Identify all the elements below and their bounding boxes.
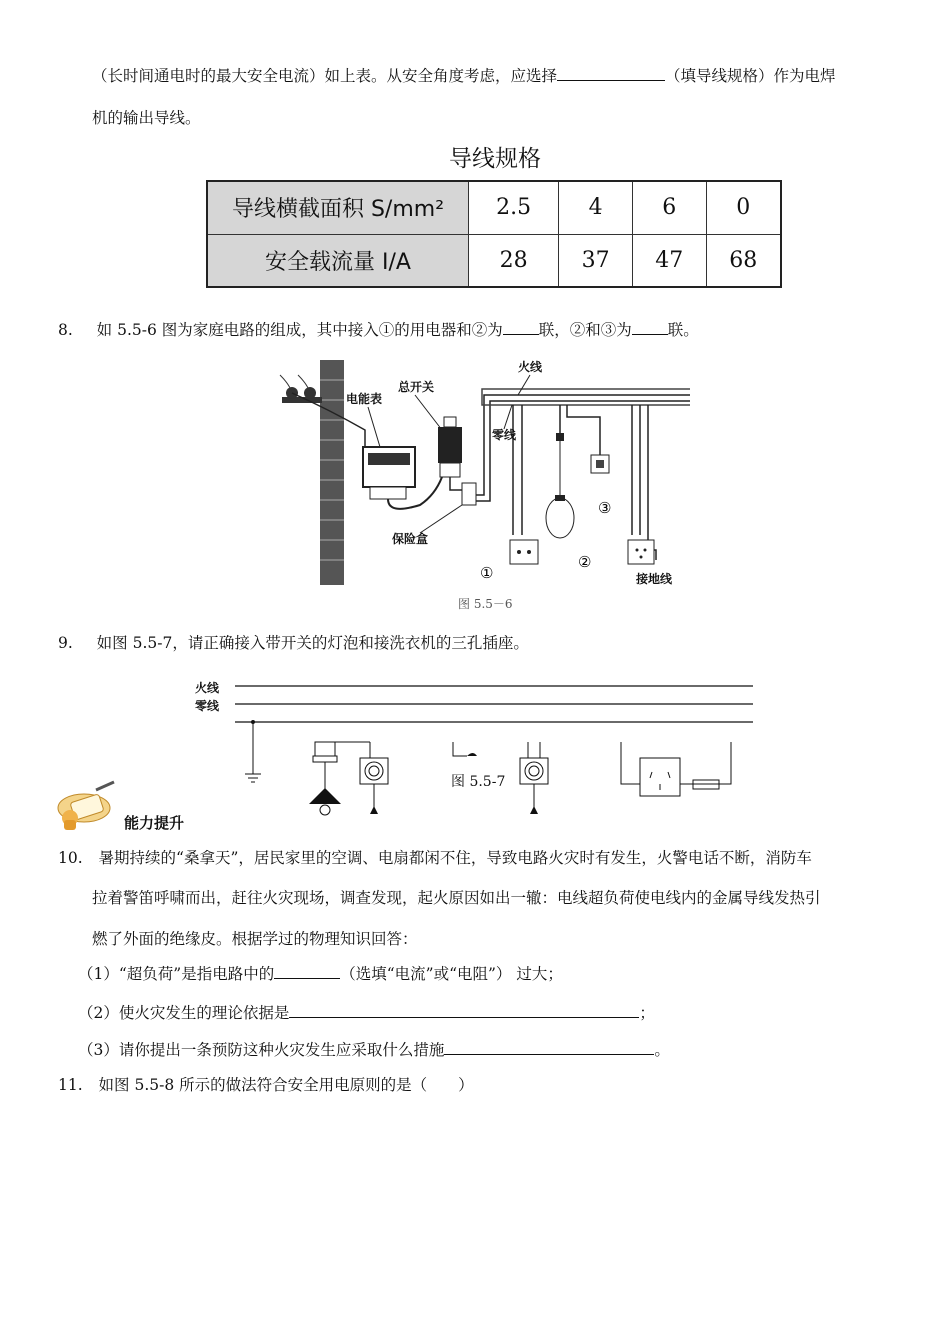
table-cell: 47 <box>632 234 706 287</box>
question-9 <box>58 631 529 653</box>
label-neutral-wire: 零线 <box>492 428 517 442</box>
bulb-icon <box>546 498 574 538</box>
q10-sub1-a: （1）“超负荷”是指电路中的 <box>78 965 275 983</box>
question-number: 10. <box>58 849 83 867</box>
insulator-icon <box>280 375 322 403</box>
figure-caption: 图 5.5－6 <box>458 597 513 611</box>
label-main-switch: 总开关 <box>398 380 435 394</box>
intro-line-2: 机的输出导线。 <box>92 109 201 127</box>
table-cell: 0 <box>706 181 781 234</box>
q10-sub-2 <box>78 1001 655 1023</box>
question-11 <box>58 1073 474 1095</box>
table-cell: 4 <box>559 181 633 234</box>
table-cell: 2.5 <box>469 181 559 234</box>
q10-sub-3 <box>78 1038 670 1060</box>
table-cell: 28 <box>469 234 559 287</box>
table-row <box>207 181 781 234</box>
main-switch-icon <box>438 417 462 477</box>
table-cell: 6 <box>632 181 706 234</box>
q8-text-b: 联，②和③为 <box>538 321 632 339</box>
answer-blank[interactable] <box>289 1003 639 1018</box>
figure-caption: 图 5.5-7 <box>451 774 506 790</box>
row-header-current: 安全载流量 I/A <box>207 234 469 287</box>
question-10 <box>58 846 812 868</box>
ceiling-lamp-icon <box>309 742 341 815</box>
wire-spec-table <box>206 180 782 288</box>
answer-blank[interactable] <box>557 66 665 81</box>
fuse-icon <box>693 780 719 789</box>
question-number: 11. <box>58 1076 83 1094</box>
brick-wall <box>320 360 344 585</box>
row-header-area: 导线横截面积 S/mm² <box>207 181 469 234</box>
q8-text-c: 联。 <box>667 321 699 339</box>
intro-text-a: （长时间通电时的最大安全电流）如上表。从安全角度考虑，应选择 <box>92 67 558 85</box>
wiring-exercise-figure <box>195 672 765 822</box>
answer-blank[interactable] <box>503 320 539 335</box>
table-title: 导线规格 <box>449 146 541 172</box>
q10-line-1: 暑期持续的“桑拿天”，居民家里的空调、电扇都闲不住，导致电路火灾时有发生，火警电话不断，消防车 <box>98 849 812 867</box>
q10-sub2-a: （2）使火灾发生的理论依据是 <box>78 1004 290 1022</box>
pull-switch-icon <box>520 742 548 814</box>
q11-text: 如图 5.5-8 所示的做法符合安全用电原则的是（ ） <box>98 1076 474 1094</box>
q10-line-2: 拉着警笛呼啸而出，赶往火灾现场，调查发现，起火原因如出一辙：电线超负荷使电线内的金属导线发热引 <box>92 889 821 907</box>
label-live-wire: 火线 <box>518 360 543 374</box>
marker-3: ③ <box>598 499 612 517</box>
q10-sub3-b: 。 <box>654 1041 670 1059</box>
answer-blank[interactable] <box>444 1040 654 1055</box>
question-number: 9. <box>58 634 73 652</box>
label-neutral-wire: 零线 <box>195 699 220 713</box>
table-row <box>207 234 781 287</box>
socket-1-icon <box>510 540 538 564</box>
pull-switch-icon <box>360 758 388 814</box>
answer-blank[interactable] <box>274 964 340 979</box>
label-fuse-box: 保险盒 <box>392 532 429 546</box>
q10-sub2-b: ； <box>639 1004 655 1022</box>
answer-blank[interactable] <box>632 320 668 335</box>
label-ground-wire: 接地线 <box>636 572 673 586</box>
fuse-box-icon <box>462 483 476 505</box>
q10-sub1-b: （选填“电流”或“电阻”） 过大； <box>340 965 563 983</box>
marker-1: ① <box>480 564 494 582</box>
question-8 <box>58 318 699 340</box>
three-hole-socket-icon <box>628 540 654 564</box>
question-number: 8. <box>58 321 73 339</box>
label-meter: 电能表 <box>346 392 383 406</box>
q10-sub-1 <box>78 962 563 984</box>
marker-2: ② <box>578 553 592 571</box>
q10-sub3-a: （3）请你提出一条预防这种火灾发生应采取什么措施 <box>78 1041 445 1059</box>
q9-text: 如图 5.5-7，请正确接入带开关的灯泡和接洗衣机的三孔插座。 <box>96 634 529 652</box>
household-circuit-figure <box>270 355 690 615</box>
lamp-holder-icon <box>453 742 477 756</box>
label-live-wire: 火线 <box>195 681 220 695</box>
table-cell: 37 <box>559 234 633 287</box>
three-hole-socket-icon <box>621 742 693 796</box>
section-title: 能力提升 <box>124 814 185 832</box>
q8-text-a: 如 5.5-6 图为家庭电路的组成，其中接入①的用电器和②为 <box>96 321 503 339</box>
q10-line-3: 燃了外面的绝缘皮。根据学过的物理知识回答： <box>92 930 418 948</box>
intro-text-b: （填导线规格）作为电焊 <box>665 67 836 85</box>
table-cell: 68 <box>706 234 781 287</box>
writing-hand-icon <box>52 780 120 832</box>
intro-line-1 <box>92 64 836 86</box>
